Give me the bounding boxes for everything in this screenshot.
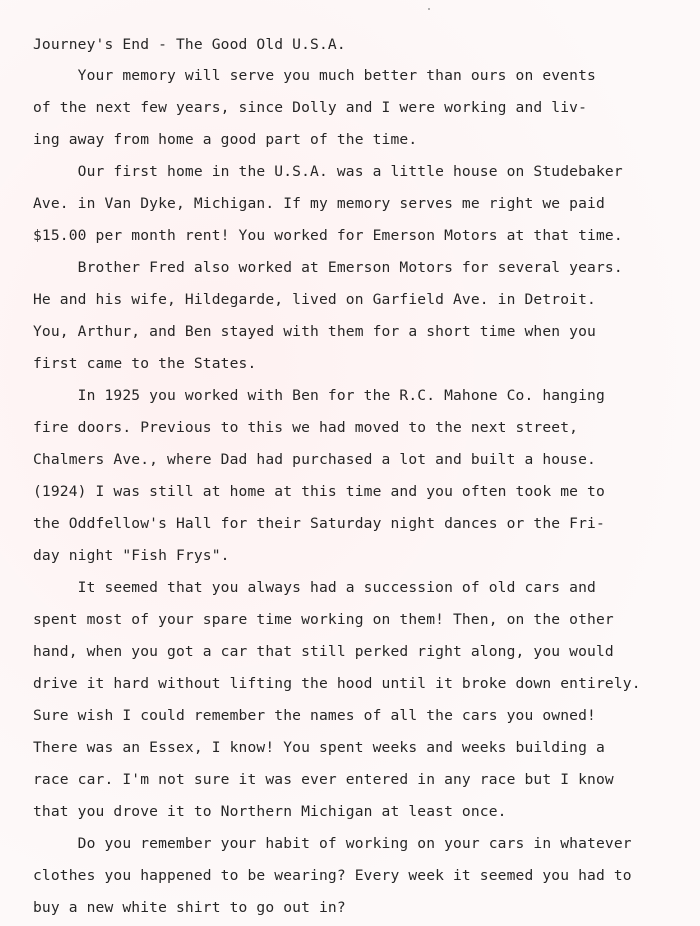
text-line-27: buy a new white shirt to go out in? (33, 899, 346, 916)
text-line-5: Ave. in Van Dyke, Michigan. If my memory serves me right we paid (33, 195, 605, 212)
text-line-1: Your memory will serve you much better than ours on events (33, 67, 596, 84)
text-line-6: $15.00 per month rent! You worked for Emerson Motors at that time. (33, 227, 623, 244)
text-line-22: There was an Essex, I know! You spent weeks and weeks building a (33, 739, 605, 756)
text-line-4: Our first home in the U.S.A. was a little house on Studebaker (33, 163, 623, 180)
heading-line: Journey's End - The Good Old U.S.A. (33, 36, 346, 53)
text-line-2: of the next few years, since Dolly and I were working and liv- (33, 99, 588, 116)
text-line-26: clothes you happened to be wearing? Every week it seemed you had to (33, 867, 632, 884)
text-line-3: ing away from home a good part of the time. (33, 131, 418, 148)
text-line-16: day night "Fish Frys". (33, 547, 230, 564)
text-line-18: spent most of your spare time working on them! Then, on the other (33, 611, 614, 628)
text-line-17: It seemed that you always had a succession of old cars and (33, 579, 596, 596)
paper-speck (428, 8, 430, 10)
text-line-25: Do you remember your habit of working on your cars in whatever (33, 835, 632, 852)
text-line-7: Brother Fred also worked at Emerson Motors for several years. (33, 259, 623, 276)
text-line-8: He and his wife, Hildegarde, lived on Garfield Ave. in Detroit. (33, 291, 596, 308)
text-line-13: Chalmers Ave., where Dad had purchased a lot and built a house. (33, 451, 596, 468)
text-line-15: the Oddfellow's Hall for their Saturday night dances or the Fri- (33, 515, 605, 532)
text-line-21: Sure wish I could remember the names of all the cars you owned! (33, 707, 596, 724)
text-line-14: (1924) I was still at home at this time and you often took me to (33, 483, 605, 500)
text-line-11: In 1925 you worked with Ben for the R.C. Mahone Co. hanging (33, 387, 605, 404)
text-line-10: first came to the States. (33, 355, 257, 372)
text-line-9: You, Arthur, and Ben stayed with them for a short time when you (33, 323, 596, 340)
text-line-23: race car. I'm not sure it was ever entered in any race but I know (33, 771, 614, 788)
text-line-12: fire doors. Previous to this we had moved to the next street, (33, 419, 579, 436)
text-line-24: that you drove it to Northern Michigan at least once. (33, 803, 507, 820)
text-line-20: drive it hard without lifting the hood until it broke down entirely. (33, 675, 641, 692)
text-line-19: hand, when you got a car that still perked right along, you would (33, 643, 614, 660)
